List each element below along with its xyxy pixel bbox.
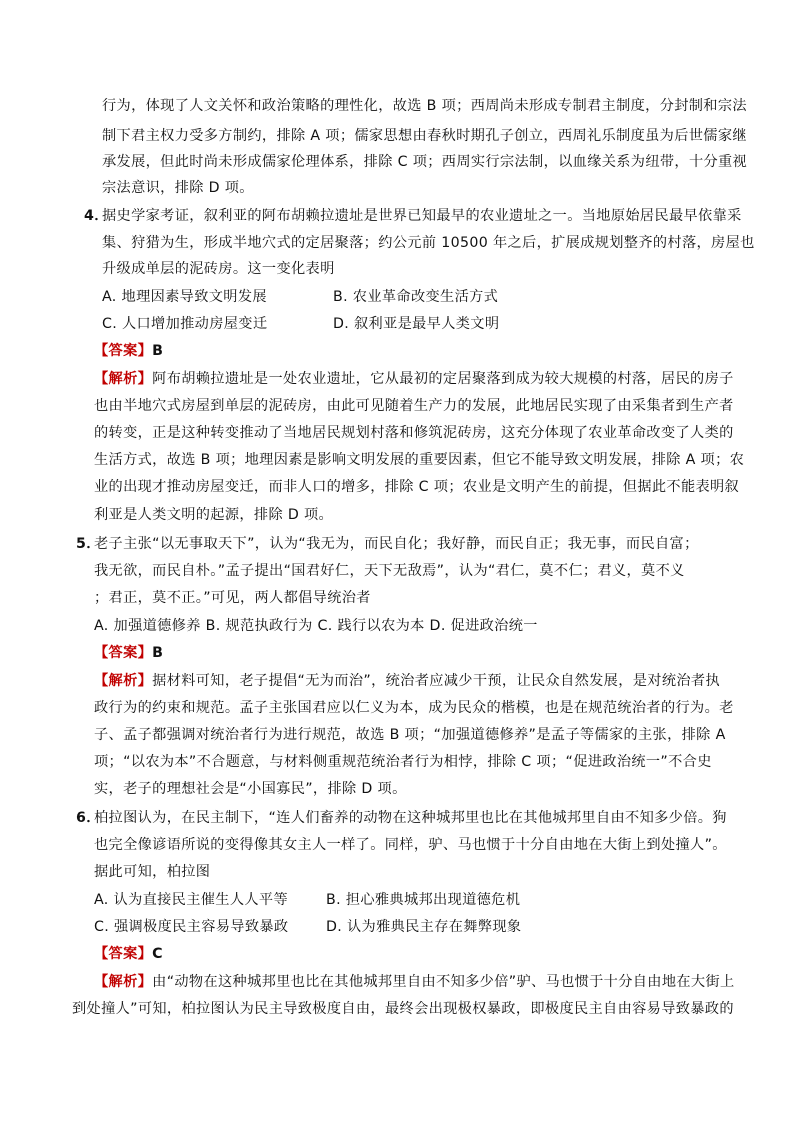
question-stem-line: 据此可知，柏拉图	[94, 864, 211, 880]
analysis-line	[94, 671, 720, 691]
question-stem-line: 我无欲，而民自朴。”孟子提出“国君好仁，天下无敌焉”，认为“君仁，莫不仁；君义，莫不义	[94, 563, 685, 579]
answer-line	[94, 643, 163, 663]
option-c: C. 强调极度民主容易导致暴政	[94, 919, 289, 935]
option-a: A. 认为直接民主催生人人平等	[94, 892, 288, 908]
analysis-text: 由“动物在这种城邦里也比在其他城邦里自由不知多少倍”驴、马也惯于十分自由地在大街上	[152, 974, 735, 990]
options-line: A. 加强道德修养 B. 规范执政行为 C. 践行以农为本 D. 促进政治统一	[94, 618, 538, 634]
answer-value: C	[152, 946, 163, 962]
prev-analysis-line: 行为，体现了人文关怀和政治策略的理性化，故选 B 项；西周尚未形成专制君主制度，分封制和宗法	[102, 98, 747, 114]
analysis-line: 到处撞人”可知，柏拉图认为民主导致极度自由，最终会出现极权暴政，即极度民主自由容易导致暴政的	[72, 1001, 734, 1017]
question-number: 4．	[84, 208, 109, 224]
question-stem-line: ；君正，莫不正。”可见，两人都倡导统治者	[94, 590, 371, 606]
option-b: B. 担心雅典城邦出现道德危机	[326, 892, 521, 908]
answer-value: B	[152, 343, 164, 359]
answer-tag: 【答案】	[94, 645, 153, 661]
analysis-line: 子、孟子都强调对统治者行为进行规范，故选 B 项；“加强道德修养”是孟子等儒家的主张，排除 A	[94, 727, 726, 743]
option-c: C. 人口增加推动房屋变迁	[102, 316, 268, 332]
prev-analysis-line: 制下君主权力受多方制约，排除 A 项；儒家思想由春秋时期孔子创立，西周礼乐制度虽为后世儒家继	[102, 128, 747, 144]
question-number: 6．	[76, 810, 101, 826]
analysis-line: 生活方式，故选 B 项；地理因素是影响文明发展的重要因素，但它不能导致文明发展，排除 A 项；农	[94, 452, 745, 468]
analysis-tag: 【解析】	[94, 673, 153, 689]
option-a: A. 地理因素导致文明发展	[102, 289, 267, 305]
analysis-text: 阿布胡赖拉遗址是一处农业遗址，它从最初的定居聚落到成为较大规模的村落，居民的房子	[152, 371, 734, 387]
question-number: 5．	[76, 536, 101, 552]
analysis-line: 实，老子的理想社会是“小国寡民”，排除 D 项。	[94, 781, 407, 797]
prev-analysis-line: 承发展，但此时尚未形成儒家伦理体系，排除 C 项；西周实行宗法制，以血缘关系为纽带，十分重视	[102, 154, 748, 170]
analysis-line: 利亚是人类文明的起源，排除 D 项。	[94, 507, 334, 523]
question-stem-line: 也完全像谚语所说的变得像其女主人一样了。同样，驴、马也惯于十分自由地在大街上到处撞人”。	[94, 837, 727, 853]
answer-tag: 【答案】	[94, 343, 153, 359]
analysis-tag: 【解析】	[94, 974, 153, 990]
answer-value: B	[152, 645, 164, 661]
analysis-line	[94, 369, 734, 389]
prev-analysis-line: 宗法意识，排除 D 项。	[102, 180, 254, 196]
analysis-line	[94, 972, 735, 992]
question-stem-line: 集、狩猎为生，形成半地穴式的定居聚落；约公元前 10500 年之后，扩展成规划整齐的村落，房屋也	[102, 235, 755, 251]
question-stem-line: 柏拉图认为，在民主制下，“连人们畜养的动物在这种城邦里也比在其他城邦里自由不知多少倍。狗	[94, 810, 727, 826]
option-d: D. 叙利亚是最早人类文明	[333, 316, 500, 332]
analysis-line: 政行为的约束和规范。孟子主张国君应以仁义为本，成为民众的楷模，也是在规范统治者的行为。老	[94, 700, 734, 716]
answer-line	[94, 341, 163, 361]
analysis-tag: 【解析】	[94, 371, 153, 387]
answer-tag: 【答案】	[94, 946, 153, 962]
option-d: D. 认为雅典民主存在舞弊现象	[326, 919, 522, 935]
analysis-line: 项；“以农为本”不合题意，与材料侧重规范统治者行为相悖，排除 C 项；“促进政治统一”不合史	[94, 754, 712, 770]
analysis-line: 也由半地穴式房屋到单层的泥砖房，由此可见随着生产力的发展，此地居民实现了由采集者到生产者	[94, 398, 734, 414]
option-b: B. 农业革命改变生活方式	[333, 289, 499, 305]
question-stem-line: 升级成单层的泥砖房。这一变化表明	[102, 261, 335, 277]
answer-line	[94, 944, 163, 964]
question-stem-line: 据史学家考证，叙利亚的阿布胡赖拉遗址是世界已知最早的农业遗址之一。当地原始居民最早依靠采	[102, 208, 742, 224]
analysis-line: 的转变，正是这种转变推动了当地居民规划村落和修筑泥砖房，这充分体现了农业革命改变了人类的	[94, 425, 734, 441]
analysis-line: 业的出现才推动房屋变迁，而非人口的增多，排除 C 项；农业是文明产生的前提，但据此不能表明叙	[94, 479, 740, 495]
question-stem-line: 老子主张“以无事取天下”，认为“我无为，而民自化；我好静，而民自正；我无事，而民自富；	[94, 536, 699, 552]
analysis-text: 据材料可知，老子提倡“无为而治”，统治者应减少干预，让民众自然发展，是对统治者执	[152, 673, 720, 689]
